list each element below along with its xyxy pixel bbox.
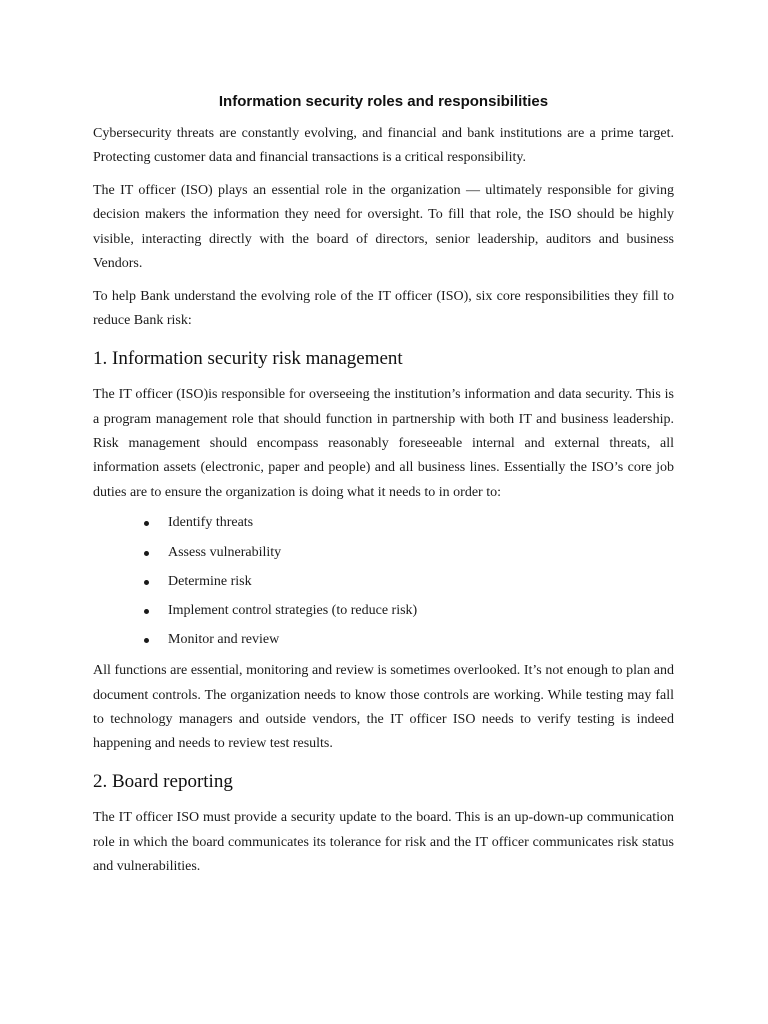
bullet-icon <box>144 521 149 526</box>
section-1-closing-paragraph: All functions are essential, monitoring and review is sometimes overlooked. It’s not enough to plan and document controls. The organization needs to know those controls are working. While testing may fall to technology managers and outside vendors, the IT officer ISO needs to verify testing is indeed happening and needs to review test results. <box>93 663 674 752</box>
list-item <box>93 543 674 563</box>
bullet-icon <box>144 551 149 556</box>
intro-paragraph-1: Cybersecurity threats are constantly evolving, and financial and bank institutions are a prime target. Protecting customer data and financial transactions is a critical responsibility. <box>93 126 674 166</box>
list-item <box>93 513 674 533</box>
bullet-icon <box>144 638 149 643</box>
list-item-text: Monitor and review <box>168 632 280 648</box>
section-2-paragraph: The IT officer ISO must provide a security update to the board. This is an up-down-up communication role in which the board communicates its tolerance for risk and the IT officer communicates risk status and vulnerabilities. <box>93 810 674 875</box>
list-item-text: Determine risk <box>168 573 252 589</box>
list-item-text: Assess vulnerability <box>168 544 282 560</box>
section-1-heading: 1. Information security risk management <box>93 348 403 370</box>
document-body <box>93 92 674 888</box>
responsibilities-list <box>93 513 674 650</box>
bullet-icon <box>144 609 149 614</box>
list-item <box>93 601 674 621</box>
list-item-text: Identify threats <box>168 515 254 531</box>
document-title: Information security roles and responsibilities <box>218 93 549 110</box>
intro-paragraph-3: To help Bank understand the evolving role of the IT officer (ISO), six core responsibilities they fill to reduce Bank risk: <box>93 288 674 329</box>
section-2-heading: 2. Board reporting <box>93 771 233 793</box>
list-item <box>93 630 674 650</box>
bullet-icon <box>144 580 149 585</box>
list-item <box>93 572 674 592</box>
intro-paragraph-2: The IT officer (ISO) plays an essential role in the organization — ultimately responsible for giving decision makers the information they need for oversight. To fill that role, the ISO should be highly visible, interacting directly with the board of directors, senior leadership, auditors and business Vendors. <box>93 183 674 271</box>
section-1-paragraph: The IT officer (ISO)is responsible for overseeing the institution’s information and data security. This is a program management role that should function in partnership with both IT and business leadership. Risk management should encompass reasonably foreseeable internal and external threats, all information assets (electronic, paper and people) and all business lines. Essentially the ISO’s core job duties are to ensure the organization is doing what it needs to in order to: <box>93 387 674 500</box>
list-item-text: Implement control strategies (to reduce risk) <box>168 602 418 618</box>
